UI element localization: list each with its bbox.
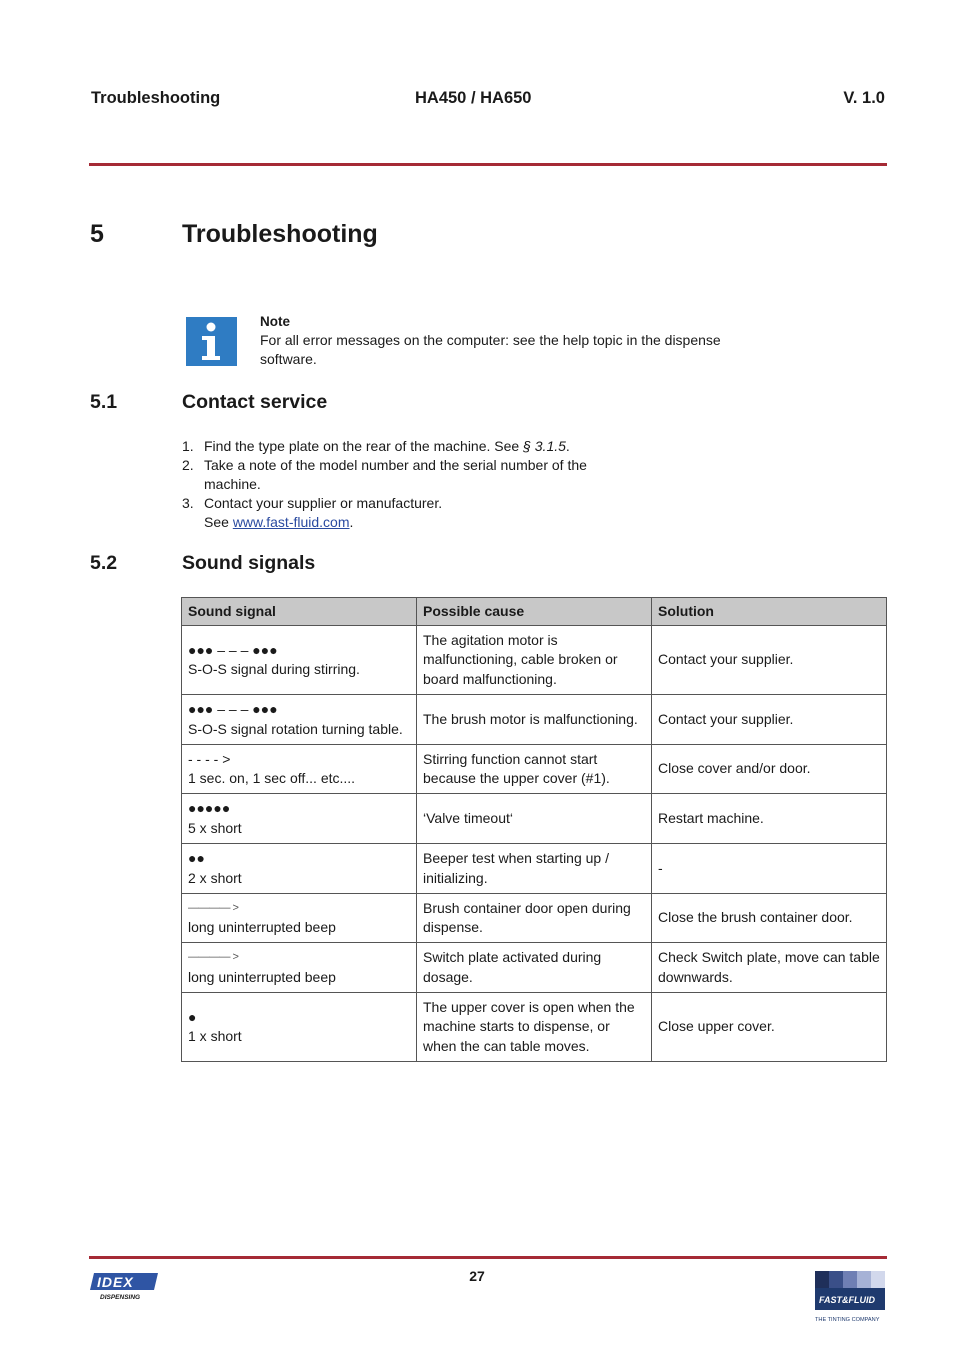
signal-description: 5 x short	[188, 819, 242, 836]
signal-pattern: ———— >	[188, 951, 239, 963]
section-title: Sound signals	[182, 552, 316, 574]
section-reference: § 3.1.5	[523, 438, 566, 454]
column-header: Possible cause	[417, 598, 652, 626]
header-left: Troubleshooting	[91, 89, 221, 107]
signal-pattern: ●●●●●	[188, 800, 231, 816]
cause-cell: Brush container door open during dispense.	[417, 893, 652, 942]
svg-text:IDEX: IDEX	[97, 1274, 134, 1290]
table-row	[182, 893, 887, 942]
header-right: V. 1.0	[843, 89, 885, 107]
table-row	[182, 843, 887, 893]
signal-pattern: ●	[188, 1008, 197, 1025]
fast-fluid-logo	[815, 1271, 887, 1323]
column-header: Sound signal	[182, 598, 417, 626]
idex-logo	[88, 1271, 160, 1301]
solution-cell: Close cover and/or door.	[652, 744, 887, 793]
signal-pattern: ●●● – – – ●●●	[188, 701, 278, 717]
solution-cell: -	[652, 843, 887, 893]
note-text: For all error messages on the computer: see the help topic in the dispense software.	[260, 332, 721, 367]
list-item	[182, 456, 612, 494]
table-row	[182, 793, 887, 843]
table-row	[182, 694, 887, 744]
website-link[interactable]: www.fast-fluid.com	[232, 514, 350, 530]
signal-description: S-O-S signal rotation turning table.	[188, 720, 403, 737]
list-item	[182, 437, 612, 456]
solution-cell: Restart machine.	[652, 793, 887, 843]
step-number: 2.	[182, 457, 194, 473]
step-text: Contact your supplier or manufacturer.	[204, 495, 443, 511]
signal-description: long uninterrupted beep	[188, 919, 336, 935]
step-number: 3.	[182, 495, 194, 511]
table-row	[182, 942, 887, 992]
section-number: 5.2	[90, 552, 118, 574]
signal-description: 2 x short	[188, 869, 242, 886]
contact-steps	[182, 437, 612, 532]
step-text: Find the type plate on the rear of the machine. See	[204, 438, 524, 454]
solution-cell: Contact your supplier.	[652, 694, 887, 744]
table-row	[182, 744, 887, 793]
chapter-number: 5	[90, 220, 104, 248]
step-text: Take a note of the model number and the serial number of the machine.	[204, 457, 587, 492]
cause-cell: Stirring function cannot start because the upper cover (#1).	[417, 744, 652, 793]
list-item	[182, 494, 612, 532]
solution-cell: Close upper cover.	[652, 992, 887, 1061]
signal-description: 1 x short	[188, 1028, 242, 1044]
column-header: Solution	[652, 598, 887, 626]
chapter-title: Troubleshooting	[182, 220, 378, 248]
header-rule	[89, 163, 887, 166]
svg-text:DISPENSING: DISPENSING	[100, 1294, 141, 1301]
solution-cell: Contact your supplier.	[652, 625, 887, 694]
table-row	[182, 992, 887, 1061]
step-number: 1.	[182, 438, 194, 454]
section-number: 5.1	[90, 391, 118, 413]
note-title: Note	[260, 314, 290, 329]
info-icon	[186, 317, 237, 366]
signal-pattern: ●●● – – – ●●●	[188, 641, 278, 658]
solution-cell: Check Switch plate, move can table downwards.	[652, 942, 887, 992]
table-row	[182, 625, 887, 694]
solution-cell: Close the brush container door.	[652, 893, 887, 942]
signal-pattern: ●●	[188, 850, 205, 866]
cause-cell: ‘Valve timeout‘	[417, 793, 652, 843]
step-see: See	[204, 514, 233, 530]
sound-signals-table	[181, 597, 887, 1062]
note-block	[260, 312, 750, 369]
signal-description: long uninterrupted beep	[188, 968, 336, 985]
cause-cell: The upper cover is open when the machine starts to dispense, or when the can table moves.	[417, 992, 652, 1061]
step-tail: .	[349, 514, 354, 530]
signal-pattern: - - - - >	[188, 750, 231, 767]
cause-cell: Switch plate activated during dosage.	[417, 942, 652, 992]
svg-text:FAST&FLUID: FAST&FLUID	[819, 1295, 875, 1305]
cause-cell: Beeper test when starting up / initializing.	[417, 843, 652, 893]
page-number: 27	[469, 1268, 485, 1284]
footer-rule	[89, 1256, 887, 1259]
header-center: HA450 / HA650	[415, 89, 532, 107]
signal-description: S-O-S signal during stirring.	[188, 661, 360, 677]
cause-cell: The agitation motor is malfunctioning, cable broken or board malfunctioning.	[417, 625, 652, 694]
svg-text:THE TINTING COMPANY: THE TINTING COMPANY	[815, 1317, 880, 1323]
signal-pattern: ———— >	[188, 901, 239, 914]
section-title: Contact service	[182, 391, 328, 413]
cause-cell: The brush motor is malfunctioning.	[417, 694, 652, 744]
step-tail: .	[565, 438, 570, 454]
table-header-row	[182, 598, 887, 626]
signal-description: 1 sec. on, 1 sec off... etc....	[188, 770, 356, 786]
